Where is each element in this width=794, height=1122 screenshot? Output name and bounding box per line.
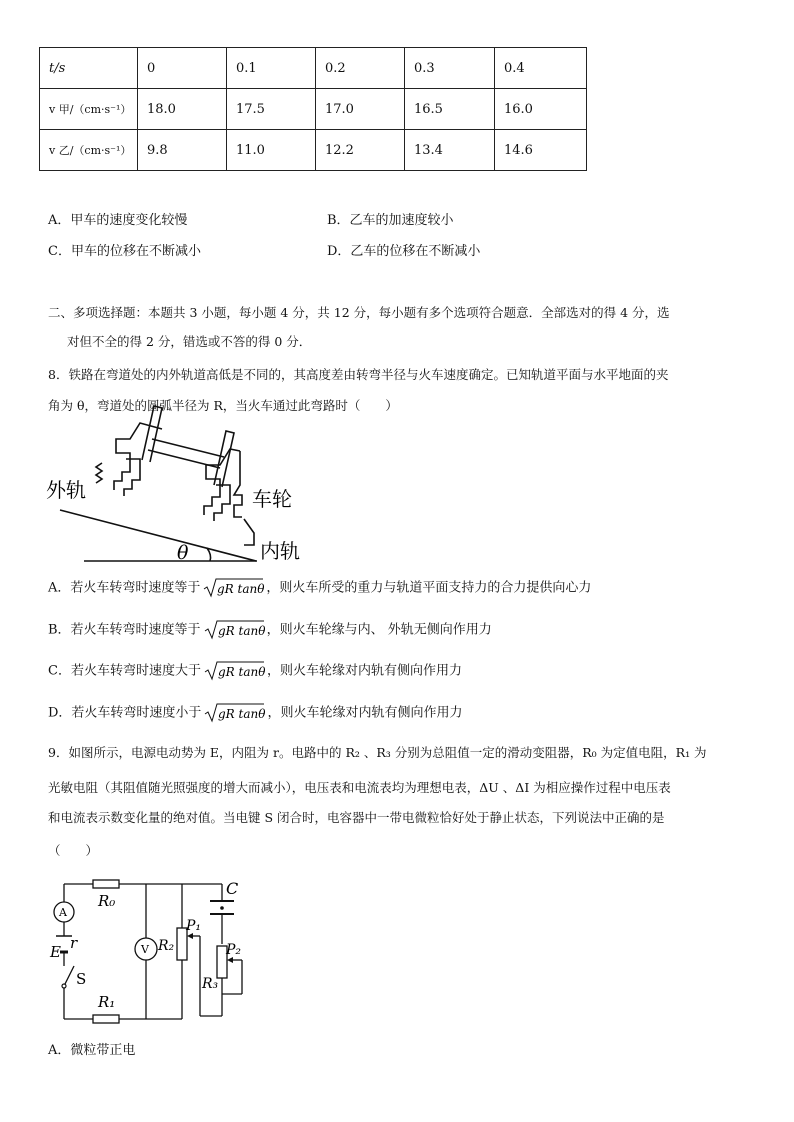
q9-stem-line2: 光敏电阻（其阻值随光照强度的增大而减小），电压表和电流表均为理想电表，ΔU 、ΔI 为相应操作过程中电压表 xyxy=(48,780,671,795)
section2-heading-line2: 对但不全的得 2 分，错选或不答的得 0 分． xyxy=(67,334,312,349)
q8-option-b-post: ，则火车轮缘与内、 外轨无侧向作用力 xyxy=(266,622,492,638)
sqrt-expression-text: gR tanθ xyxy=(217,624,265,638)
sqrt-expression xyxy=(202,577,264,599)
outer-rail-label: 外轨 xyxy=(46,478,86,502)
sqrt-expression xyxy=(203,619,265,641)
q8-option-b-pre: B．若火车转弯时速度等于 xyxy=(48,622,201,638)
table-cell: 11.0 xyxy=(227,130,316,171)
table-cell: 13.4 xyxy=(405,130,495,171)
label-p2: P₂ xyxy=(226,942,242,958)
q7-option-d: D．乙车的位移在不断减小 xyxy=(327,244,481,259)
table-cell: v 甲/（cm·s⁻¹） xyxy=(40,89,138,130)
q8-stem-line1: 8．铁路在弯道处的内外轨道高低是不同的，其高度差由转弯半径与火车速度确定。已知轨道平面与水平地面的夹 xyxy=(48,367,669,382)
label-p1: P₁ xyxy=(186,918,202,934)
q8-option-a-pre: A．若火车转弯时速度等于 xyxy=(48,580,201,596)
q8-option-b xyxy=(48,619,492,641)
label-r0: R₀ xyxy=(98,892,116,910)
table-cell: 0.1 xyxy=(227,48,316,89)
q9-option-a: A．微粒带正电 xyxy=(48,1043,136,1058)
table-cell: 0.2 xyxy=(316,48,405,89)
q7-option-c: C．甲车的位移在不断减小 xyxy=(48,244,201,259)
figure-lines xyxy=(60,406,257,561)
table-cell: 0.3 xyxy=(405,48,495,89)
table-row xyxy=(40,48,587,89)
table-cell: 16.5 xyxy=(405,89,495,130)
railway-curve-figure xyxy=(44,395,314,567)
q7-option-b: B．乙车的加速度较小 xyxy=(327,213,454,228)
resistor-r0 xyxy=(93,880,119,888)
q8-option-a-post: ，则火车所受的重力与轨道平面支持力的合力提供向心力 xyxy=(266,580,592,596)
table-cell: v 乙/（cm·s⁻¹） xyxy=(40,130,138,171)
label-r1: R₁ xyxy=(98,993,116,1011)
q8-option-c-pre: C．若火车转弯时速度大于 xyxy=(48,663,201,679)
table-row xyxy=(40,130,587,171)
sqrt-expression xyxy=(203,660,265,682)
q8-option-d-pre: D．若火车转弯时速度小于 xyxy=(48,705,202,721)
sqrt-expression-text: gR tanθ xyxy=(217,582,265,596)
label-s: S xyxy=(76,970,87,988)
circuit-diagram xyxy=(46,874,286,1034)
velocity-table xyxy=(39,47,587,171)
table-cell: 18.0 xyxy=(138,89,227,130)
q8-stem-line2: 角为 θ，弯道处的圆弧半径为 R，当火车通过此弯路时（ ） xyxy=(48,398,398,413)
q9-stem-line1: 9．如图所示，电源电动势为 E，内阻为 r。电路中的 R₂ 、R₃ 分别为总阻值一定的滑动变阻器，R₀ 为定值电阻，R₁ 为 xyxy=(48,745,707,760)
q9-stem-line4: （ ） xyxy=(48,843,99,858)
q8-option-a xyxy=(48,577,591,599)
q9-stem-line3: 和电流表示数变化量的绝对值。当电键 S 闭合时，电容器中一带电微粒恰好处于静止状态，下列说法中正确的是 xyxy=(48,810,665,825)
sqrt-expression-text: gR tanθ xyxy=(218,707,266,721)
resistor-r1 xyxy=(93,1015,119,1023)
sqrt-expression xyxy=(203,702,265,724)
sqrt-expression-text: gR tanθ xyxy=(217,665,265,679)
table-cell: 9.8 xyxy=(138,130,227,171)
table-cell: 17.0 xyxy=(316,89,405,130)
ammeter-label: A xyxy=(59,906,67,919)
q8-option-c xyxy=(48,660,462,682)
table-cell: t/s xyxy=(40,48,138,89)
q8-option-c-post: ，则火车轮缘对内轨有侧向作用力 xyxy=(266,663,462,679)
table-cell: 14.6 xyxy=(495,130,587,171)
voltmeter-label: V xyxy=(141,943,149,956)
label-c: C xyxy=(226,879,239,898)
charged-particle xyxy=(220,906,224,910)
label-e: E xyxy=(50,943,61,961)
q8-option-d xyxy=(48,702,462,724)
label-r2: R₂ xyxy=(158,938,175,954)
theta-label: θ xyxy=(177,542,189,564)
section2-heading-line1: 二、多项选择题：本题共 3 小题，每小题 4 分，共 12 分，每小题有多个选项符合题意．全部选对的得 4 分，选 xyxy=(48,305,670,320)
label-r-internal: r xyxy=(70,934,78,952)
q7-option-a: A．甲车的速度变化较慢 xyxy=(48,213,188,228)
table-cell: 16.0 xyxy=(495,89,587,130)
table-cell: 12.2 xyxy=(316,130,405,171)
table-cell: 0.4 xyxy=(495,48,587,89)
switch-contact xyxy=(62,984,66,988)
table-row xyxy=(40,89,587,130)
inner-rail-label: 内轨 xyxy=(260,539,300,563)
wheel-label: 车轮 xyxy=(252,487,292,511)
table-cell: 17.5 xyxy=(227,89,316,130)
label-r3: R₃ xyxy=(202,976,219,992)
q8-option-d-post: ，则火车轮缘对内轨有侧向作用力 xyxy=(267,705,463,721)
table-cell: 0 xyxy=(138,48,227,89)
